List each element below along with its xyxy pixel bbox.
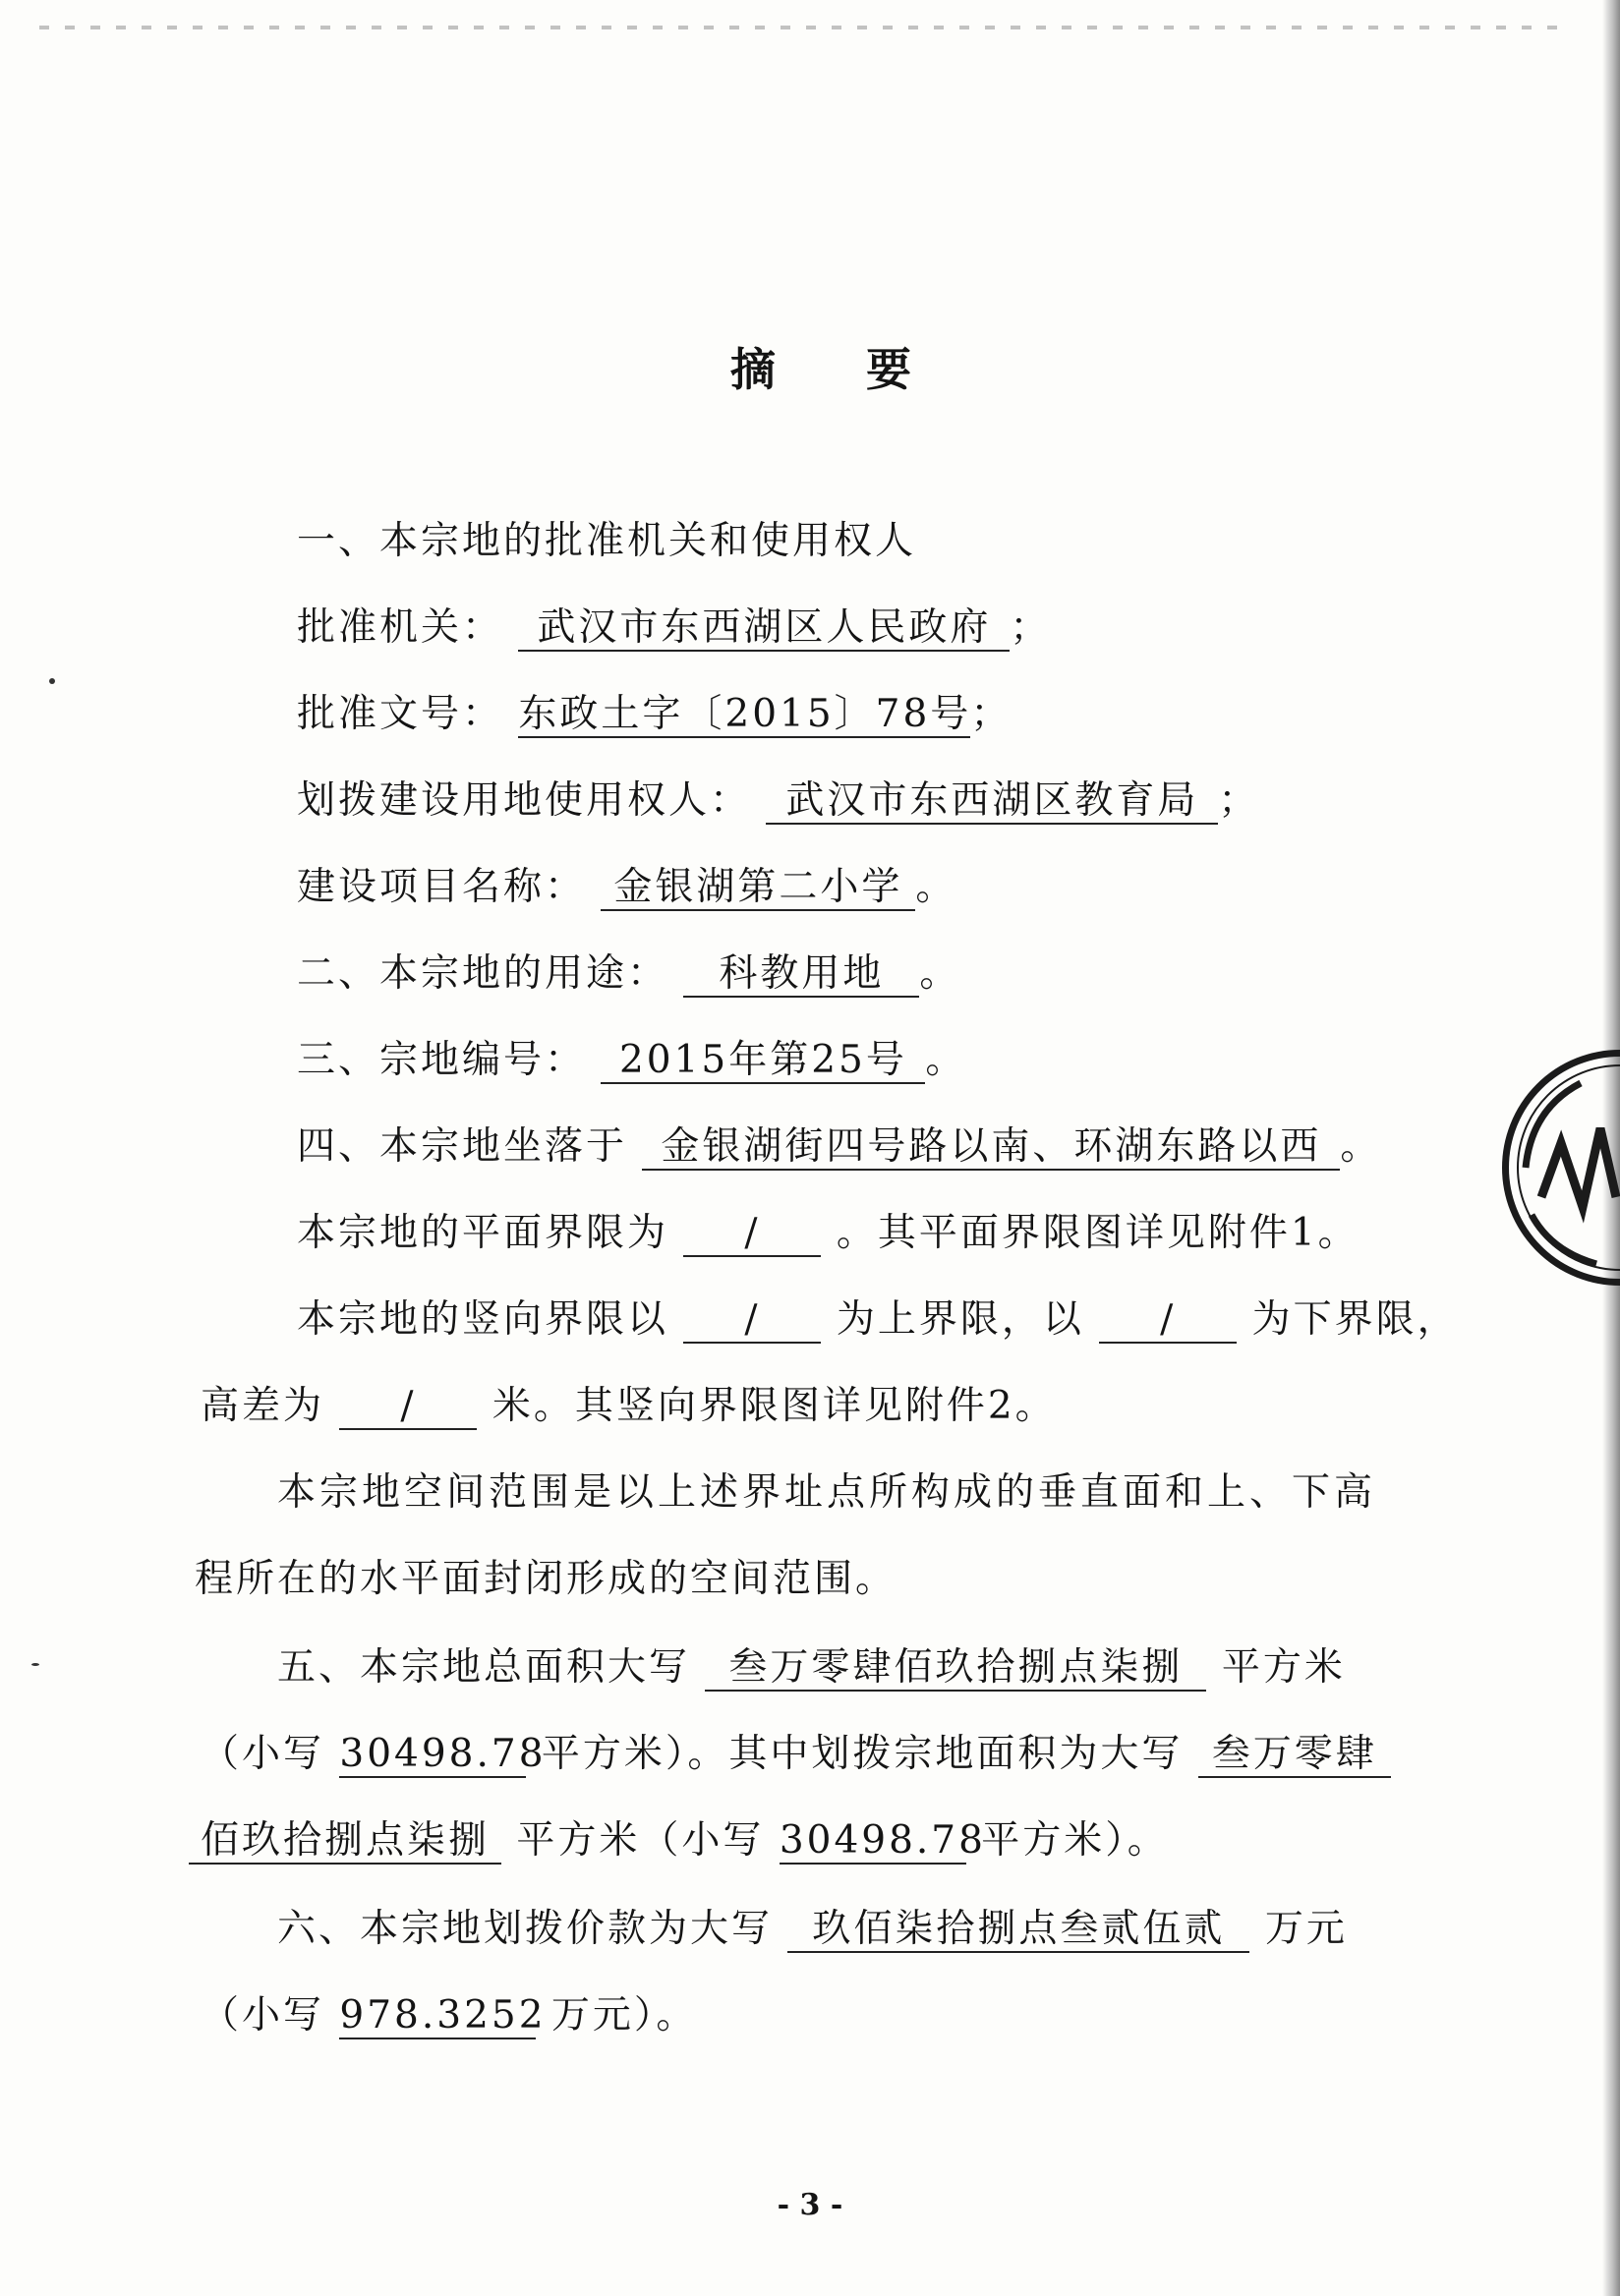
height-difference-note: 米。其竖向界限图详见附件2。 bbox=[492, 1384, 1057, 1428]
allocated-area-label: 平方米）。其中划拨宗地面积为大写 bbox=[541, 1732, 1184, 1776]
land-use-line: 二、本宗地的用途： 科教用地 。 bbox=[297, 951, 961, 996]
plane-boundary-note: 。其平面界限图详见附件1。 bbox=[836, 1211, 1360, 1255]
upper-boundary-text: 为上界限，以 bbox=[836, 1297, 1084, 1342]
project-name-value: 金银湖第二小学 bbox=[601, 866, 915, 911]
project-name-line: 建设项目名称： 金银湖第二小学 。 bbox=[297, 865, 957, 909]
total-area-small-value: 30498.78 bbox=[339, 1732, 547, 1776]
price-label: 六、本宗地划拨价款为大写 bbox=[277, 1907, 774, 1951]
price-capital: 玖佰柒拾捌点叁贰伍贰 bbox=[787, 1908, 1249, 1953]
allocated-area-small-label: 平方米（小写 bbox=[516, 1818, 765, 1863]
land-user-label: 划拨建设用地使用权人： bbox=[297, 778, 752, 823]
price-small-label: （小写 bbox=[201, 1993, 325, 2038]
allocated-area-small-value: 30498.78 bbox=[779, 1818, 986, 1863]
price-small-line bbox=[201, 1991, 697, 2040]
total-area-line bbox=[277, 1643, 1346, 1693]
location-line: 四、本宗地坐落于 金银湖街四号路以南、环湖东路以西 。 bbox=[297, 1124, 1382, 1169]
vertical-boundary-text: 本宗地的竖向界限以 bbox=[297, 1297, 669, 1342]
official-seal bbox=[1502, 1050, 1620, 1286]
approval-doc-value: 东政土字〔2015〕78号 bbox=[518, 692, 972, 736]
allocated-area-line bbox=[189, 1816, 1169, 1866]
approval-authority-label: 批准机关： bbox=[297, 605, 504, 650]
plane-boundary-value: / bbox=[683, 1212, 821, 1257]
land-user-line: 划拨建设用地使用权人： 武汉市东西湖区教育局 ； bbox=[297, 778, 1260, 823]
price-unit: 万元 bbox=[1264, 1907, 1348, 1951]
land-use-value: 科教用地 bbox=[683, 952, 919, 998]
parcel-number-label: 三、宗地编号： bbox=[297, 1038, 587, 1082]
location-value: 金银湖街四号路以南、环湖东路以西 bbox=[642, 1125, 1340, 1171]
location-label: 四、本宗地坐落于 bbox=[297, 1124, 628, 1169]
page-number: - 3 - bbox=[777, 2188, 843, 2222]
allocated-area-capital-part2: 佰玖拾捌点柒捌 bbox=[189, 1819, 501, 1865]
approval-doc-line: 批准文号： 东政土字〔2015〕78号； bbox=[297, 692, 1012, 736]
total-area-small-line bbox=[201, 1730, 1391, 1779]
page-title: 摘 要 bbox=[729, 343, 949, 396]
allocated-area-unit: 平方米）。 bbox=[981, 1818, 1169, 1863]
total-area-small-label: （小写 bbox=[201, 1732, 325, 1776]
approval-authority-value: 武汉市东西湖区人民政府 bbox=[518, 606, 1010, 652]
scan-speck bbox=[49, 678, 55, 684]
seal-icon bbox=[1502, 1050, 1620, 1286]
height-difference-value: / bbox=[339, 1385, 477, 1430]
total-area-capital: 叁万零肆佰玖拾捌点柒捌 bbox=[705, 1646, 1206, 1692]
height-difference-text: 高差为 bbox=[201, 1384, 325, 1428]
total-area-label: 五、本宗地总面积大写 bbox=[277, 1645, 691, 1690]
plane-boundary-text: 本宗地的平面界限为 bbox=[297, 1211, 669, 1255]
land-user-value: 武汉市东西湖区教育局 bbox=[766, 779, 1218, 825]
height-difference-line bbox=[201, 1382, 1057, 1431]
approval-authority-line: 批准机关： 武汉市东西湖区人民政府 ； bbox=[297, 605, 1052, 650]
total-area-unit: 平方米 bbox=[1221, 1645, 1346, 1690]
upper-boundary-value: / bbox=[683, 1298, 821, 1344]
project-name-label: 建设项目名称： bbox=[297, 865, 587, 909]
space-range-line-1: 本宗地空间范围是以上述界址点所构成的垂直面和上、下高 bbox=[277, 1470, 1377, 1515]
lower-boundary-text: 为下界限， bbox=[1251, 1297, 1459, 1342]
approval-doc-label: 批准文号： bbox=[297, 692, 504, 736]
allocated-area-capital-part1: 叁万零肆 bbox=[1198, 1733, 1391, 1778]
lower-boundary-value: / bbox=[1099, 1298, 1237, 1344]
space-range-line-2: 程所在的水平面封闭形成的空间范围。 bbox=[195, 1557, 897, 1601]
scan-speck bbox=[31, 1663, 39, 1666]
land-use-label: 二、本宗地的用途： bbox=[297, 951, 669, 996]
parcel-number-value: 2015年第25号 bbox=[601, 1039, 925, 1084]
price-line bbox=[277, 1905, 1348, 1954]
section1-heading: 一、本宗地的批准机关和使用权人 bbox=[297, 519, 917, 563]
price-small-value: 978.3252 bbox=[339, 1993, 547, 2038]
scan-artifact-top bbox=[39, 26, 1573, 29]
plane-boundary-line bbox=[297, 1209, 1360, 1258]
vertical-boundary-line bbox=[297, 1295, 1459, 1345]
parcel-number-line: 三、宗地编号： 2015年第25号 。 bbox=[297, 1038, 967, 1082]
price-small-unit: 万元）。 bbox=[550, 1993, 698, 2038]
